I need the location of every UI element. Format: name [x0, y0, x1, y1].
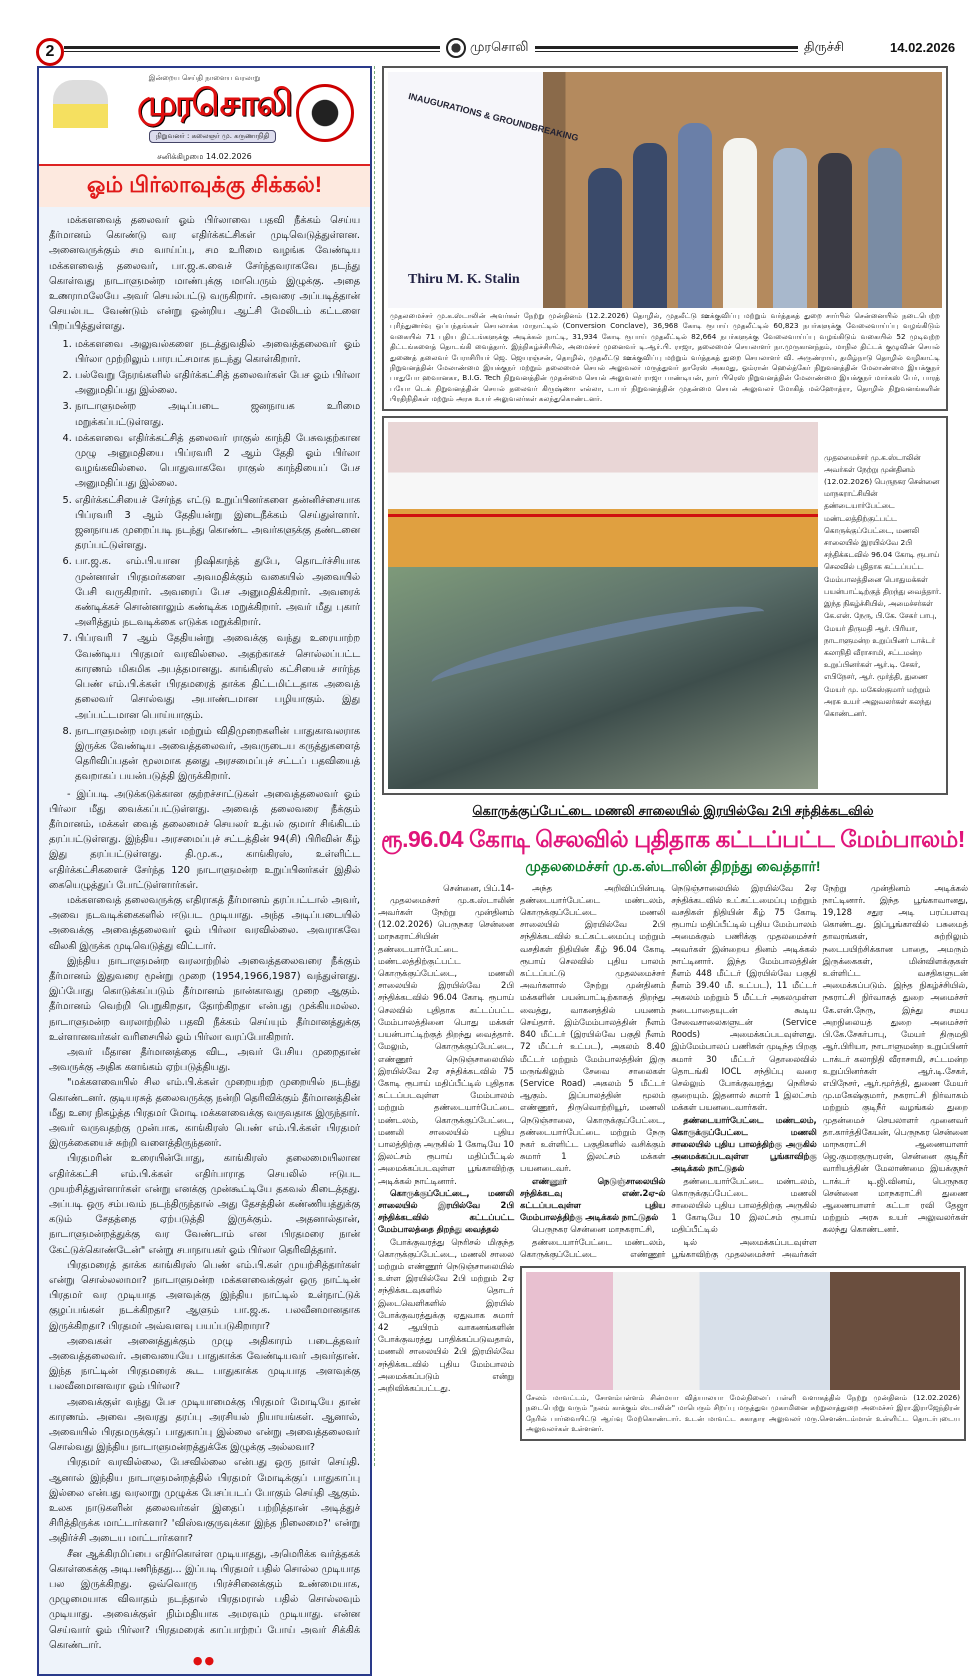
photo-banner-text: INAUGURATIONS & GROUNDBREAKING	[407, 90, 580, 144]
editorial-point: 6. பா.ஜ.க. எம்.பி.யான நிஷிகாந்த் துபே, தொடர்ச்சியாக முன்னாள் பிரதமர்களை அவமதிக்கும் வகையில் அவையில் பேசி வருகிறார். அவரைப் பேச அனுமதிக்கிறார். அவரைக் கண்டிக்கச் சொன்னாலும் கண்டிக்க மறுக்கிறார். அவர் மீது புகார் அளித்தும் நடவடிக்கை எடுக்க மறுக்கிறார்.	[75, 554, 360, 630]
editorial-paragraph: இந்திய நாடாளுமன்ற வரலாற்றில் அவைத்தலைவரை நீக்கும் தீர்மானம் இதுவரை மூன்று முறை (1954,1966,1987) வந்துள்ளது. இப்போது கொடுக்கப்படும் தீர்மானம் நான்காவது முறை ஆகும். தீர்மானம் வெற்றி பெறுகிறதா, தோற்கிறதா என்பது முக்கியமல்ல. நாடாளுமன்ற வரலாற்றில் பதவி நீக்கம் செய்யும் தீர்மானத்துக்கு உள்ளானவர்கள் வரிசையில் ஓம் பிர்லா வரப்போகிறார்.	[49, 955, 360, 1043]
medical-camp-photo	[526, 1272, 960, 1390]
paper-name: முரசொலி	[470, 40, 529, 55]
editorial-paragraph: அவைக்குள் வந்து பேச முடியாமைக்கு பிரதமர் மோடியே தான் காரணம். அவை அவரது தரப்பு அரசியல் நியாயங்கள். ஆனால், அவையில் பிரதமருக்குப் பாதுகாப்பு இல்லை என்று அவைத்தலைவர் சொல்வது இந்திய நாடாளுமன்றத்துக்கே இழுக்கு அல்லவா?	[49, 1396, 360, 1454]
article-paragraph: டில் அமைக்கப்படவுள்ள பூங்காவிற்கு முதலமைச்சர் அவர்கள் நேற்று முன்தினம் அடிக்கல் நாட்டினார். இந்த பூங்காவானது, 19,128 சதுர அடி பரப்பளவு கொண்டது. இப்பூங்காவில் பசுமைத் தாவரங்கள், சுற்றிலும் நடைபயிற்சிக்கான பாதை, அமரும் இருக்கைகள், மின்விளக்குகள் உள்ளிட்ட வசதிகளுடன் அமைக்கப்படும். இந்த நிகழ்ச்சியில், நகராட்சி நிர்வாகத் துறை அமைச்சர் கே.என்.நேரு, இந்து சமய அறநிலையத் துறை அமைச்சர் பி.கே.சேகர்பாபு, மேயர் திருமதி ஆர்.பிரியா, நாடாளுமன்ற உறுப்பினர் டாக்டர் கலாநிதி வீராசாமி, சட்டமன்ற உறுப்பினர்கள் ஆர்.டி.சேகர், எபிநேசர், ஆர்.மூர்த்தி, துணை மேயர் மு.மகேஷ்குமார், நகராட்சி நிர்வாகம் மற்றும் குடிநீர் வழங்கல் துறை முதன்மைச் செயலாளர் முனைவர் தா.கார்த்திகேயன், பெருநகர சென்னை மாநகராட்சி ஆணையாளர் ஜெ.குமரகுருபரன், சென்னை குடிநீர் வாரியத்தின் மேலாண்மை இயக்குநர் டாக்டர் டி.ஜி.வினய், பெருநகர சென்னை மாநகராட்சி துணை ஆணையாளர் கட்டா ரவி தேஜா மற்றும் அரசு உயர் அலுவலர்கள் கலந்து கொண்டனர்.	[671, 882, 968, 1259]
article-paragraph: பெருநகர சென்னை மாநகராட்சி,	[532, 1224, 655, 1235]
dateline: சென்னை, பிப்.14-	[443, 882, 514, 893]
conclave-photo-box	[382, 66, 948, 411]
masthead-title: முரசொலி	[137, 82, 291, 123]
editorial-paragraph: "மக்களவையில் சில எம்.பி.க்கள் முறையற்ற முறையில் நடந்து கொண்டனர். குடியரசுத் தலைவருக்கு நன்றி தெரிவிக்கும் தீர்மானத்தின் மீது உரை நிகழ்த்த பிரதமர் மோடி மக்களவைக்கு வருவதாக இருந்தார். அவர் வருவதற்கு முன்பாக, காங்கிரஸ் பெண் எம்.பி.க்கள் பிரதமர் இருக்கையைச் சுற்றி வளைத்திருந்தனர்.	[49, 1077, 360, 1150]
article-paragraph: முதலமைச்சர் மு.க.ஸ்டாலின் அவர்கள் நேற்று முன்தினம் (12.02.2026) பெருநகர சென்னை மாநகராட்சியின் தண்டையார்பேட்டை மண்டலத்திற்குட்பட்ட கொருக்குப்பேட்டை, மணலி சாலையில் இரயில்வே 2பி சந்திக்கடவில் 96.04 கோடி ரூபாய் செலவில் புதிதாக கட்டப்பட்ட மேம்பாலத்தினை பொது மக்கள் பயன்பாட்டிற்குத் திறந்து வைத்தார். மேலும், கொருக்குப்பேட்டை, எண்ணூர் நெடுஞ்சாலையில் இரயில்வே 2ஏ சந்திக்கடவில் 75 கோடி ரூபாய் மதிப்பீட்டில் புதிதாக கட்டப்படவுள்ள மேம்பாலம் மற்றும் தண்டையார்பேட்டை மண்டலம், கொருக்குப்பேட்டை, மணலி சாலையில் புதிய பாலத்திற்கு அருகில் 1 கோடியே 10 இலட்சம் ரூபாய் மதிப்பீட்டில் அமைக்கப்படவுள்ள பூங்காவிற்கு அடிக்கல் நாட்டினார்.	[378, 894, 514, 1186]
article-subhead: முதலமைச்சர் மு.க.ஸ்டாலின் திறந்து வைத்தார்!	[525, 857, 821, 874]
article-kicker: கொருக்குப்பேட்டை மணலி சாலையில் இரயில்வே 2பி சந்திக்கடவில்	[472, 802, 874, 818]
article-subheading: கொருக்குப்பேட்டை, மணலி சாலையில் இரயில்வே 2பி சந்திக்கடவில் கட்டப்பட்ட மேம்பாலத்தை திறந்து வைத்தல்	[378, 1187, 514, 1235]
editorial-paragraph: பிரதமரின் உரையின்போது, காங்கிரஸ் தலைமையிலான எதிர்க்கட்சி எம்.பி.க்கள் எதிர்பாராத செயலில் ஈடுபட முயற்சித்துள்ளார்கள் என்று எனக்கு முன்கூட்டியே தகவல் கிடைத்தது. அப்படி ஒரு சம்பவம் நடந்திருந்தால் அது தேசத்தின் கண்ணியத்துக்கு கடும் சேதத்தை ஏற்படுத்தி இருக்கும். அதனால்தான், நாடாளுமன்றத்துக்கு வர வேண்டாம் என பிரதமரை நான் கேட்டுக்கொண்டேன்" என்று சபாநாயகர் ஓம் பிர்லா தெரிவித்தார்.	[49, 1153, 360, 1256]
person-figure	[588, 168, 622, 308]
article-paragraph: அந்த அறிவிப்பின்படி தண்டையார்பேட்டை மண்டலம், கொருக்குப்பேட்டை மணலி சாலையில் இரயில்வே 2பி சந்திக்கடவில் உட்கட்டமைப்பு மற்றும் வசதிகள் நிதியின் கீழ் 96.04 கோடி ரூபாய் செலவில் புதிய பாலம் கட்டப்பட்டு முதலமைச்சர் அவர்களால் நேற்று முன்தினம் மக்களின் பயன்பாட்டிற்காகத் திறந்து வைத்து, வாகனத்தில் பயணம் செய்தார். இம்மேம்பாலத்தின் நீளம் 840 மீட்டர் (இரயில்வே பகுதி நீளம் 72 மீட்டர் உட்பட), அகலம் 8.40 மீட்டர் மற்றும் மேம்பாலத்தின் இரு மருங்கிலும் சேவை சாலைகள் (Service Road) அகலம் 5 மீட்டர் ஆகும். இப்பாலத்தின் மூலம் எண்ணூர், திருவொற்றியூர், மணலி நெடுஞ்சாலை, கொருக்குப்பேட்டை, தண்டையார்பேட்டை மற்றும் நேரு நகர் உள்ளிட்ட பகுதிகளில் வசிக்கும் சுமார் 1 இலட்சம் மக்கள் பயனடைவர்.	[520, 882, 666, 1174]
article-body	[378, 882, 968, 1441]
photo-name-board: Thiru M. K. Stalin	[408, 272, 520, 287]
end-marker: ●●	[192, 1654, 217, 1668]
editorial-paragraph: பிரதமரைத் தாக்க காங்கிரஸ் பெண் எம்.பி.கள் முயற்சித்தார்கள் என்று சொல்லலாமா? நாடாளுமன்ற மக்களவைக்குள் ஒரு நாட்டின் பிரதமர் வர முடியாத அளவுக்கு இந்திய நாட்டில் உள்நாட்டுக் குழப்பங்கள் நடக்கிறதா? ஆளும் பா.ஜ.க. பலவீனமானதாக இருக்கிறதா? பிரதமர் அவ்வளவு பயப்படுகிறாரா?	[49, 1259, 360, 1332]
editorial-paragraph: பிரதமர் வரவில்லை, பேசவில்லை என்பது ஒரு நாள் செய்தி. ஆனால் இந்திய நாடாளுமன்றத்தில் பிரதமர் மோடிக்குப் பாதுகாப்பு இல்லை என்பது வரலாறு முழுக்க பேசப்படப் போகும் செய்தி ஆகும். உலக நாடுகளின் தலைவர்கள் இதைப் பற்றித்தான் அடித்துச் சிரித்திருக்க மாட்டார்களா? 'விஸ்வகுருவுக்கா இந்த நிலைமை?' என்று அதிர்ச்சி அடைய மாட்டார்களா?	[49, 1457, 360, 1545]
header-paper-name	[440, 38, 535, 58]
article-columns	[520, 882, 968, 1260]
editorial-point: 7. பிப்ரவரி 7 ஆம் தேதியன்று அவைக்கு வந்து உரையாற்ற வேண்டிய பிரதமர் வரவில்லை. அதற்காகச் சொல்லப்பட்ட காரணம் மிகமிக அபத்தமானது. காங்கிரஸ் கட்சியைச் சார்ந்த பெண் எம்.பி.க்கள் பிரதமரைத் தாக்க திட்டமிட்டதாக அவைத் தலைவர் சொல்வது அபாண்டமான பழியாகும். இது அப்பட்டமான பொய்யாகும்.	[75, 631, 360, 722]
editorial-intro: மக்களவைத் தலைவர் ஓம் பிர்லாவை பதவி நீக்கம் செய்ய தீர்மானம் கொண்டு வர எதிர்க்கட்சிகள் முடிவெடுத்துள்ளன. அனைவருக்கும் சம வாய்ப்பு, சம உரிமை வழங்க வேண்டிய மக்களவைத் தலைவர், பா.ஜ.க.வைச் சேர்ந்தவராகவே நடந்து கொள்வது நாடாளுமன்ற மாண்புக்கு மாபெரும் இழுக்கு. அதை உணராமலேயே அவர் செயல்பட்டு வருகிறார். அவரை அப்படித்தான் செயல்பட வேண்டும் என்று ஒன்றிய ஆட்சி மேலிடம் கட்டளை பிறப்பித்துள்ளது.	[49, 215, 360, 333]
editorial-point: 3. நாடாளுமன்ற அடிப்படை ஜனநாயக உரிமை மறுக்கப்பட்டுள்ளது.	[75, 399, 360, 429]
bridge-photo-box	[382, 416, 948, 795]
person-figure	[633, 143, 667, 308]
right-content	[378, 66, 968, 1441]
editorial-body	[39, 207, 370, 1674]
article-paragraph: போக்குவரத்து நெரிசல் மிகுந்த கொருக்குப்பேட்டை, மணலி சாலை மற்றும் எண்ணூர் நெடுஞ்சாலையில் உள்ள இரயில்வே 2பி மற்றும் 2ஏ சந்திக்கடவுகளில் தொடர் இடைவெளிகளில் இரயில் போக்குவரத்துக்கு ஏதுவாக சுமார் 42 ஆயிரம் வாகனங்களின் போக்குவரத்து பாதிக்கப்படுவதால், மணலி சாலையில் 2பி இரயில்வே சந்திக்கடவில் புதிய மேம்பாலம் அமைக்கப்படும் என்று அறிவிக்கப்பட்டது.	[378, 1236, 514, 1393]
editorial-point: 8. நாடாளுமன்ற மரபுகள் மற்றும் விதிமுறைகளின் பாதுகாவலராக இருக்க வேண்டிய அவைத்தலைவர், அவருடைய கருத்துகளைத் தெரிவிப்பதன் மூலமாக தனது அரசமைப்புச் சட்டப் பதவியைத் தவறாகப் பயன்படுத்தி இருக்கிறார்.	[75, 724, 360, 785]
masthead-date: சனிக்கிழமை 14.02.2026	[157, 152, 252, 161]
article-paragraph: தண்டையார்பேட்டை மண்டலம், கொருக்குப்பேட்டை எண்ணூர் நெடுஞ்சாலையில் இரயில்வே 2ஏ சந்திக்கடவில் உட்கட்டமைப்பு மற்றும் வசதிகள் நிதியின் கீழ் 75 கோடி ரூபாய் மதிப்பீட்டில் புதிய மேம்பாலம் அமைக்கும் பணிக்கு முதலமைச்சர் அவர்கள் இன்றைய தினம் அடிக்கல் நாட்டினார். இந்த மேம்பாலத்தின் நீளம் 448 மீட்டர் (இரயில்வே பகுதி நீளம் 39.40 மீ. உட்பட), 11 மீட்டர் அகலம் மற்றும் 5 மீட்டர் அகலமுள்ள நடைபாதையுடன் கூடிய சேவைசாலைகளுடன் (Service Roods) அமைக்கப்படவுள்ளது. இம்மேம்பாலப் பணிகள் முடிந்த பிறகு சுமார் 30 மீட்டர் தொலைவில் தொடங்கி IOCL சந்திப்பு வரை செல்லும் போக்குவரத்து நெரிசல் குறையும். இதனால் சுமார் 1 இலட்சம் மக்கள் பயனடைவார்கள்.	[520, 882, 817, 1259]
article-headline: ரூ.96.04 கோடி செலவில் புதிதாக கட்டப்பட்ட மேம்பாலம்!	[381, 825, 965, 852]
article-subheading: தண்டையார்பேட்டை மண்டலம், கொருக்குப்பேட்டை மணலி சாலையில் புதிய பாலத்திற்கு அருகில் அமைக்கப்படவுள்ள பூங்காவிற்கு அடிக்கல் நாட்டுதல்	[671, 1114, 817, 1174]
editorial-point: 4. மக்களவை எதிர்க்கட்சித் தலைவர் ராகுல் காந்தி பேசுவதற்கான முழு அனுமதியை பிப்ரவரி 2 ஆம் தேதி ஓம் பிர்லா வழங்கவில்லை. பொதுவாகவே ராகுல் காந்தியைப் பேச அனுமதிப்பது இல்லை.	[75, 431, 360, 492]
conclave-photo	[388, 72, 942, 308]
editorial-paragraph: அவைகள் அனைத்துக்கும் முழு அதிகாரம் படைத்தவர் அவைத்தலைவர். அவையையே பாதுகாக்க வேண்டியவர் அவர்தான். இந்த நாட்டின் பிரதமரைக் கூட பாதுகாக்க முடியாத அளவுக்கு பலவீனமானவரா ஓம் பிர்லா?	[49, 1335, 360, 1393]
masthead-founder: நிறுவனர் : கலைஞர் மு. கருணாநிதி	[149, 130, 276, 143]
editorial-paragraph: அவர் மீதான தீர்மானத்தை விட, அவர் பேசிய முறைதான் அவருக்கு அதிக களங்கம் ஏற்படுத்தியது.	[49, 1046, 360, 1074]
founder-illustration	[53, 80, 108, 160]
bridge-aerial-photo	[388, 567, 818, 789]
editorial-box	[37, 66, 372, 1676]
editorial-headline: ஓம் பிர்லாவுக்கு சிக்கல்!	[39, 166, 370, 207]
editorial-point: 2. பல்வேறு நேரங்களில் எதிர்க்கட்சித் தலைவர்கள் பேச ஓம் பிர்லா அனுமதிப்பது இல்லை.	[75, 368, 360, 398]
bull-emblem-icon	[296, 84, 354, 142]
editorial-points	[49, 337, 360, 785]
editorial-paragraph: மக்களவைத் தலைவருக்கு எதிராகத் தீர்மானம் தரப்பட்டால் அவர், அவை நடவடிக்கைகளில் ஈடுபட முடியாது. அந்த அடிப்படையில் அவைக்கு அவைத்தலைவர் ஓம் பிர்லா வரவில்லை. அவராகவே விலகி இருக்க முடிவெடுத்து விட்டார்.	[49, 894, 360, 952]
article-paragraph: தண்டையார்பேட்டை மண்டலம், கொருக்குப்பேட்டை மணலி சாலையில் புதிய பாலத்திற்கு அருகில் 1 கோடியே 10 இலட்சம் ரூபாய் மதிப்பீட்டில்	[671, 1175, 817, 1235]
person-figure	[868, 148, 902, 308]
person-figure	[723, 138, 757, 308]
page-number: 2	[36, 38, 64, 66]
article-column-1	[378, 882, 514, 1441]
edition-city: திருச்சி	[798, 40, 850, 56]
medical-camp-caption: சேலம் மாவட்டம், சோளம்பள்ளம் சின்மயா வித்யாலயா மேல்நிலைப் பள்ளி வளாகத்தில் நேற்று முன்தினம் (12.02.2026) நடைபெற்று வரும் "நலம் காக்கும் ஸ்டாலின்" மாபெரும் சிறப்பு மருத்துவ முகாமினை சுற்றுலாத்துறை அமைச்சர் இரா.இராஜேந்திரன் நேரில் பார்வையிட்டு ஆய்வு மேற்கொண்டார். உடன் மாவட்ட சுகாதார அலுவலர் மரு.சௌண்டம்மாள் உள்ளிட்ட தொடர்புடைய அலுவலர்கள் உள்ளனர்.	[526, 1392, 960, 1434]
edition-date: 14.02.2026	[890, 40, 956, 55]
person-figure	[773, 148, 807, 308]
article-subheading: எண்ணூர் நெடுஞ்சாலையில் சந்திக்கடவு எண்.2ஏ-ல் கட்டப்படவுள்ள புதிய மேம்பாலத்திற்கு அடிக்கல் நாட்டுதல்	[520, 1175, 666, 1223]
masthead-tagline: இன்றைய செய்தி நாளைய வரலாறு	[148, 74, 261, 82]
conclave-photo-caption: முதலமைச்சர் மு.க.ஸ்டாலின் அவர்கள் நேற்று முன்தினம் (12.2.2026) தொழில், முதலீட்டு ஊக்குவிப்பு மற்றும் வர்த்தகத் துறை சார்பில் சென்னையில் நடைபெற்ற புரிந்துணர்வு ஒப்பந்தங்கள் செயலாக்க மாநாட்டில் (Conversion Conclave), 36,968 கோடி ரூபாய் முதலீட்டில் 60,823 நபர்களுக்கு வேலைவாய்ப்பு வழங்கிடும் வகையில் 71 புதிய திட்டங்களுக்கு அடிக்கல் நாட்டி, 31,934 கோடி ரூபாய் முதலீட்டில் 82,664 நபர்களுக்கு வேலைவாய்ப்பு வழங்கிடும் வகையில் 52 முடிவுற்ற திட்டங்களைத் தொடங்கி வைத்தார். இந்நிகழ்ச்சியில், அமைச்சர் முனைவர் டி.ஆர்.பி. ராஜா, தலைமைச் செயலாளர் நா.முருகானந்தம், மாநில திட்டக் குழுவின் செயல் துணைத் தலைவர் பேராசிரியர் ஜெ. ஜெயரஞ்சன், தொழில், முதலீட்டு ஊக்குவிப்பு மற்றும் வர்த்தகத் துறை செயலாளர் வி. அருண்ராய், தமிழ்நாடு தொழில் வழிகாட்டி நிறுவனத்தின் மேலாண்மை இயக்குநர் மற்றும் தலைமைச் செயல் அலுவலர் மருத்துவர் தாரேஸ் அகமது, ஓம்ரான் ஹெல்த்கேர் நிறுவனத்தின் மேலாண்மை இயக்குநர் பாதுபோ ஹவானகா, B.I.G. Tech நிறுவனத்தின் முதன்மை செயல் அலுவலர் ராஜா பாண்டியன், நார் பிரெஸ் நிறுவனத்தின் மேலாண்மை இயக்குநர் மார்கஸ் பேர், பாரத் பயோ டெக் நிறுவனத்தின் செயல் தலைவர் கிருஷ்ணா எல்லா, டாபர் நிறுவனத்தின் முதன்மை செயல் அலுவலர் மோகித் மல்ஹோத்ரா, தொழில் நிறுவனங்களின் பிரதிநிதிகள் மற்றும் அரசு உயர் அலுவலர்கள் கலந்துகொண்டனர்.	[390, 311, 940, 404]
editorial-point: 5. எதிர்க்கட்சியைச் சேர்ந்த எட்டு உறுப்பினர்களை தன்னிச்சையாக பிப்ரவரி 3 ஆம் தேதியன்று இடைநீக்கம் செய்துள்ளார். ஜனநாயக முறைப்படி நடந்து கொண்ட அவர்களுக்கு தண்டனை தரப்பட்டுள்ளது.	[75, 493, 360, 554]
masthead	[39, 68, 370, 166]
bridge-photo-caption: முதலமைச்சர் மு.க.ஸ்டாலின் அவர்கள் நேற்று முன்தினம் (12.02.2026) பெருநகர சென்னை மாநகராட்சியின் தண்டையார்பேட்டை மண்டலத்திற்குட்பட்ட கொருக்குப்பேட்டை, மணலி சாலையில் இரயில்வே 2பி சந்திக்கடவில் 96.04 கோடி ரூபாய் செலவில் புதிதாக கட்டப்பட்ட மேம்பாலத்தினை பொதுமக்கள் பயன்பாட்டிற்குத் திறந்து வைத்தார். இந்த நிகழ்ச்சியில், அமைச்சர்கள் கே.என். நேரு, பி.கே. சேகர் பாபு, மேயர் திருமதி ஆர். பிரியா, நாடாளுமன்ற உறுப்பினர் டாக்டர் கலாநிதி வீராசாமி, சட்டமன்ற உறுப்பினர்கள் ஆர்.டி. சேகர், எபிநேசர், ஆர். மூர்த்தி, துணை மேயர் மு. மகேஸ்குமார் மற்றும் அரசு உயர் அலுவலர்கள் கலந்து கொண்டனர்.	[824, 452, 942, 718]
person-figure	[678, 123, 712, 308]
article-right-block	[520, 882, 968, 1441]
bridge-photos	[388, 422, 818, 789]
flyover-shape	[428, 592, 769, 702]
medical-camp-photo-box	[520, 1266, 966, 1441]
editorial-point: 1. மக்களவை அலுவல்களை நடத்துவதில் அவைத்தலைவர் ஓம் பிர்லா முற்றிலும் பாரபட்சமாக நடந்து கொள்கிறார்.	[75, 337, 360, 367]
editorial-paragraph: சீன ஆக்கிரமிப்பை எதிர்கொள்ள முடியாதது, அமெரிக்க வர்த்தகக் கொள்கைக்கு அடிபணிந்தது... இப்படி பிரதமர் பதில் சொல்ல முடியாத பல இருக்கிறது. ஒவ்வொரு பிரச்சினைக்கும் உண்மையாக, முழுமையாக விவாதம் நடந்தால் பிரதமரால் பதில் சொல்லவும் முடியாது. அவைக்குள் நிம்மதியாக அமரவும் முடியாது. என்ன செய்வார் ஓம் பிர்லா? பிரதமரைக் காப்பாற்றப் போய் அவர் சிக்கிக் கொண்டார்.	[49, 1548, 360, 1651]
ribbon	[388, 514, 818, 517]
editorial-paragraph: - இப்படி அடுக்கடுக்கான குற்றச்சாட்டுகள் அவைத்தலைவர் ஓம் பிர்லா மீது வைக்கப்பட்டுள்ளது. அவைத் தலைவரை நீக்கும் தீர்மானம், மக்கள் வைத் தலைமைச் செயலர் உத்பல் குமார் சிங்கிடம் தரப்பட்டுள்ளது. இந்திய அரசமைப்புச் சட்டத்தின் 94(சி) பிரிவின் கீழ் இது தரப்பட்டுள்ளது. தி.மு.க., காங்கிரஸ், உள்ளிட்ட எதிர்க்கட்சிகளைச் சேர்ந்த 120 நாடாளுமன்ற உறுப்பினர்கள் இதில் கையெழுத்துப் போட்டுள்ளார்கள்.	[49, 788, 360, 891]
ribbon-cutting-photo	[388, 422, 818, 567]
bull-logo-icon	[446, 38, 466, 58]
column-divider	[374, 66, 375, 1466]
person-figure	[818, 153, 852, 308]
header-rule	[64, 46, 802, 52]
